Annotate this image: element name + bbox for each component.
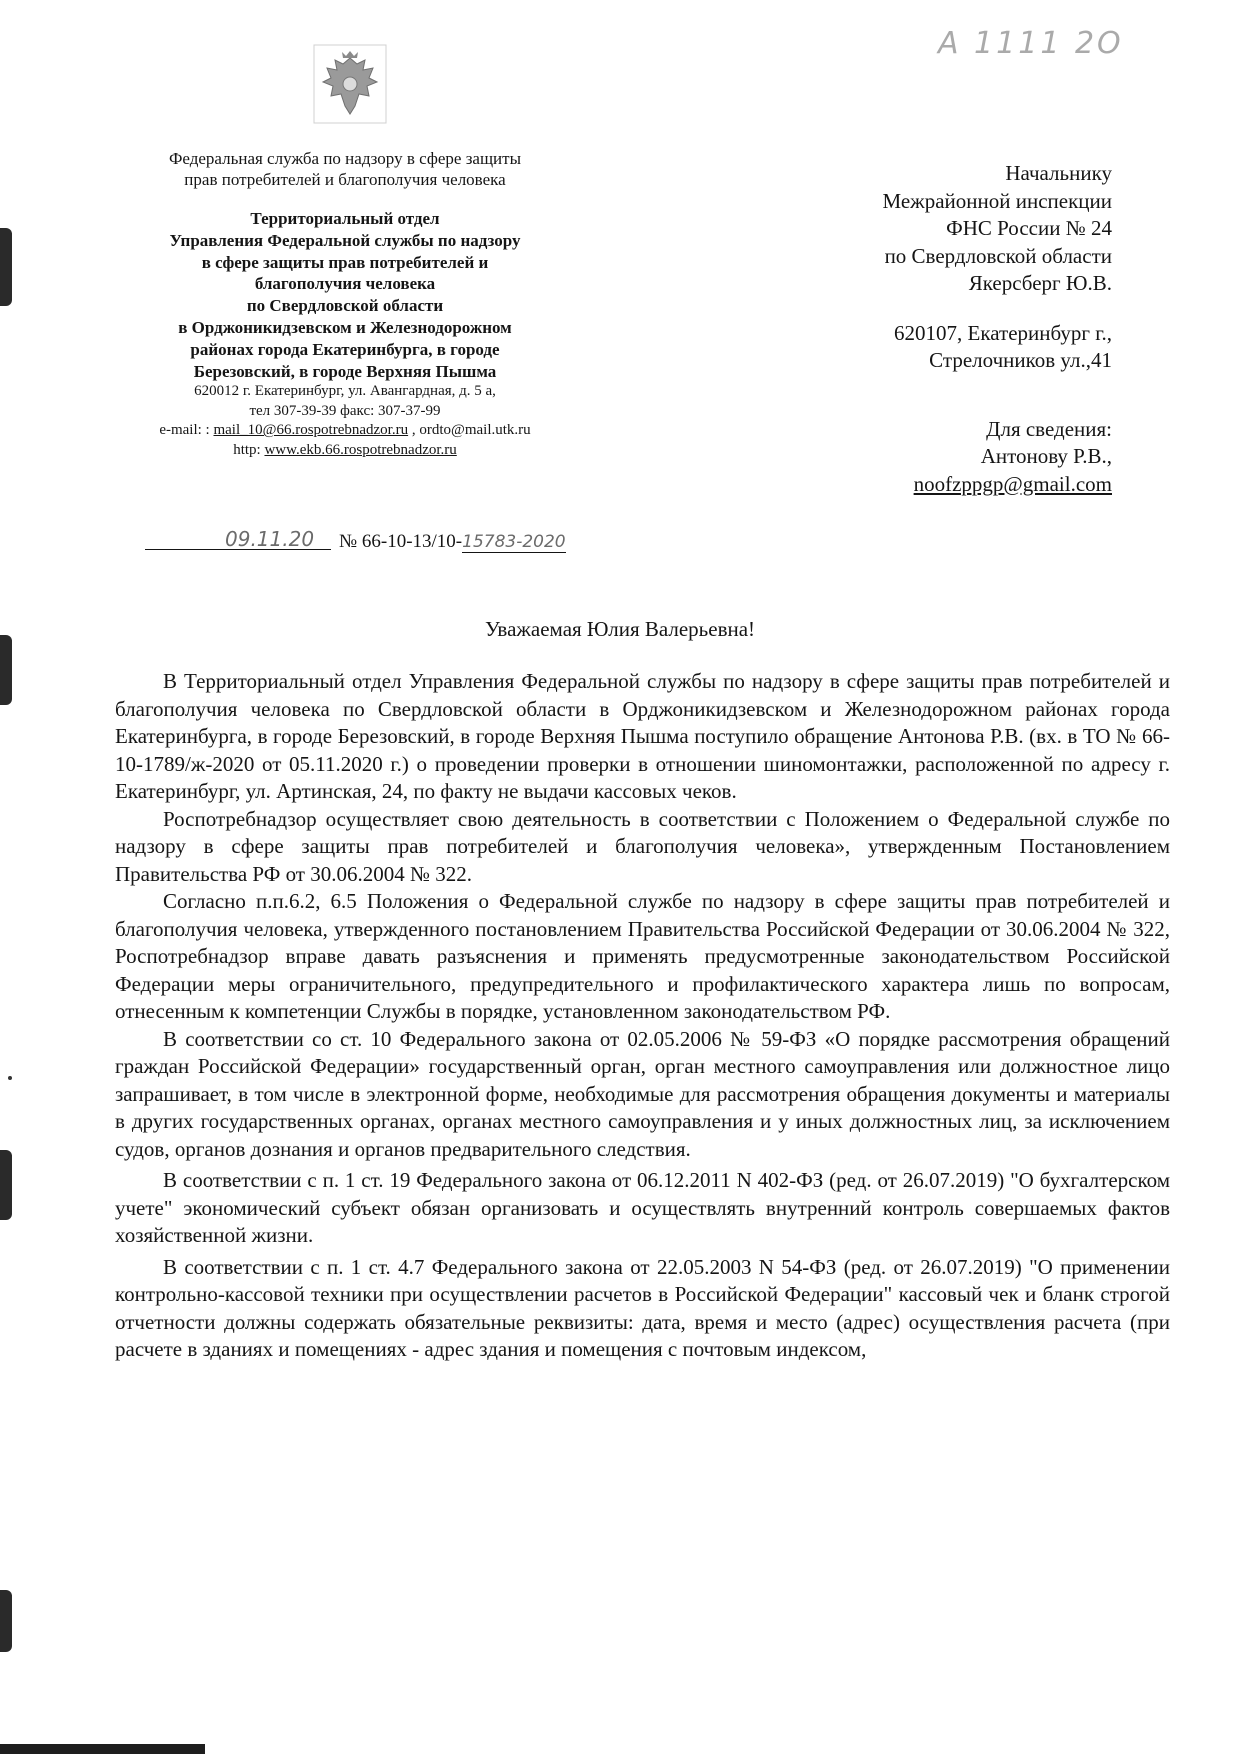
sender-address: 620012 г. Екатеринбург, ул. Авангардная, д. 5 а,	[194, 383, 496, 400]
sender-website-line: http: www.ekb.66.rospotrebnadzor.ru	[233, 441, 457, 458]
recipient-address: 620107, Екатеринбург г., Стрелочников ул.,41	[894, 320, 1112, 372]
handwritten-registration-note: A 1111 2О	[938, 26, 1124, 61]
sender-email-line: e-mail: : mail_10@66.rospotrebnadzor.ru , ordto@mail.utk.ru	[159, 422, 531, 439]
sender-email-link[interactable]: mail_10@66.rospotrebnadzor.ru	[213, 422, 409, 439]
punch-hole-mark	[0, 1150, 12, 1220]
outgoing-reference	[145, 527, 625, 555]
agency-name: Федеральная служба по надзору в сфере защиты прав потребителей и благополучия человека	[168, 149, 522, 189]
punch-hole-mark	[0, 228, 12, 306]
copy-to-email-link[interactable]: noofzppgp@gmail.com	[913, 471, 1112, 496]
handwritten-reference-number: 15783-2020	[462, 532, 566, 552]
punch-hole-mark	[0, 1590, 12, 1652]
sender-phone: тел 307-39-39 факс: 307-37-99	[249, 402, 441, 419]
recipient-block	[692, 160, 1112, 498]
scan-left-margin	[0, 0, 14, 1754]
sender-block	[110, 148, 580, 460]
sender-contacts	[110, 382, 580, 460]
handwritten-date: 09.11.20	[225, 527, 315, 551]
russian-coat-of-arms-emblem	[313, 44, 387, 124]
body-paragraph: В соответствии с п. 1 ст. 4.7 Федерального закона от 22.05.2003 N 54-ФЗ (ред. от 26.07.2019) "О применении контрольно-кассовой техники при осуществлении расчетов в Российской Федерации" кассовый чек и бланк строгой отчетности должны содержать обязательные реквизиты: дата, время и место (адрес) осуществления расчета (при расчете в зданиях и помещениях - адрес здания и помещения с почтовым индексом,	[115, 1254, 1170, 1361]
body-paragraph: Роспотребнадзор осуществляет свою деятельность в соответствии с Положением о Федеральной службе по надзору в сфере защиты прав потребителей и благополучия человека», утвержденным Постановлением Правительства РФ от 30.06.2004 № 322.	[115, 806, 1170, 886]
department-name: Территориальный отдел Управления Федеральной службы по надзору в сфере защиты прав потребителей и благополучия человека по Свердловской области в Орджоникидзевском и Железнодорожном районах города Екатеринбурга, в городе Березовский, в городе Верхняя Пышма	[169, 209, 521, 381]
punch-hole-mark	[0, 635, 12, 705]
copy-to-name: Антонову Р.В.,	[980, 444, 1112, 468]
scan-speck	[8, 1076, 12, 1080]
body-paragraph: В соответствии с п. 1 ст. 19 Федерального закона от 06.12.2011 N 402-ФЗ (ред. от 26.07.2019) "О бухгалтерском учете" экономический субъект обязан организовать и осуществлять внутренний контроль совершаемых фактов хозяйственной жизни.	[115, 1168, 1170, 1247]
letter-body	[115, 668, 1170, 1364]
sender-website-link[interactable]: www.ekb.66.rospotrebnadzor.ru	[264, 441, 457, 458]
copy-to-label: Для сведения:	[986, 416, 1112, 441]
recipient-title: Начальнику Межрайонной инспекции ФНС России № 24 по Свердловской области Якерсберг Ю.В.	[882, 161, 1112, 295]
reference-number: № 66-10-13/10-15783-2020	[339, 531, 566, 552]
body-paragraph: В Территориальный отдел Управления Федеральной службы по надзору в сфере защиты прав потребителей и благополучия человека по Свердловской области в Орджоникидзевском и Железнодорожном районах города Екатеринбурга, в городе Березовский, в городе Верхняя Пышма поступило обращение Антонова Р.В. (вх. в ТО № 66-10-1789/ж-2020 от 05.11.2020 г.) о проведении проверки в отношении шиномонтажки, расположенной по адресу г. Екатеринбург, ул. Артинская, 24, по факту не выдачи кассовых чеков.	[115, 669, 1170, 803]
salutation: Уважаемая Юлия Валерьевна!	[484, 617, 756, 641]
body-paragraph: Согласно п.п.6.2, 6.5 Положения о Федеральной службе по надзору в сфере защиты прав потребителей и благополучия человека, утвержденного постановлением Правительства Российской Федерации от 30.06.2004 № 322, Роспотребнадзор вправе давать разъяснения и применять предусмотренные законодательством Российской Федерации меры ограничительного, предупредительного и профилактического характера лишь по вопросам, отнесенным к компетенции Службы в порядке, установленном законодательством РФ.	[115, 889, 1170, 1023]
copy-to	[692, 416, 1112, 499]
body-paragraph: В соответствии со ст. 10 Федерального закона от 02.05.2006 № 59-ФЗ «О порядке рассмотрения обращений граждан Российской Федерации» государственный орган, орган местного самоуправления или должностное лицо запрашивает, в том числе в электронной форме, необходимые для рассмотрения обращения документы и материалы в других государственных органах, органах местного самоуправления и у иных должностных лиц, за исключением судов, органов дознания и органов предварительного следствия.	[115, 1026, 1170, 1161]
scan-bottom-edge	[0, 1744, 205, 1754]
